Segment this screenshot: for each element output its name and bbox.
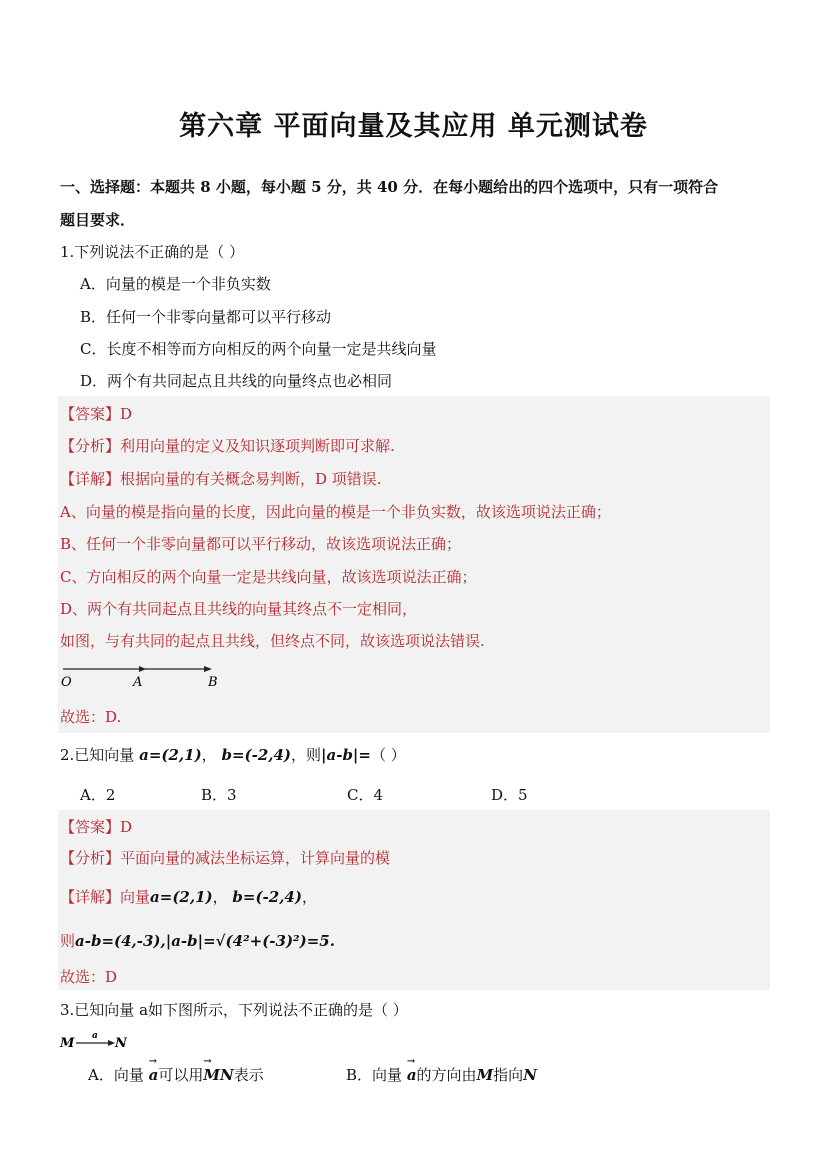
q3-option-b <box>346 1064 537 1085</box>
q3-option-b-mid: 的方向由 <box>416 1066 477 1084</box>
q3-option-b-prefix: B．向量 <box>346 1066 403 1084</box>
q3-figure-mn <box>58 1028 138 1054</box>
q3-option-a-prefix: A．向量 <box>88 1066 144 1084</box>
label-b: B <box>208 675 218 690</box>
label-n: N <box>115 1036 127 1051</box>
page-title: 第六章 平面向量及其应用 单元测试卷 <box>179 111 648 142</box>
arrow-b <box>204 666 212 672</box>
q1-detail-line-c: C、方向相反的两个向量一定是共线向量，故该选项说法正确； <box>60 568 477 586</box>
q2-option-a: A．2 <box>80 786 116 804</box>
q2-option-b: B．3 <box>201 786 237 804</box>
q2-stem-prefix: 2.已知向量 <box>60 746 135 764</box>
q3-option-b-mid2: 指向 <box>493 1066 524 1084</box>
q2-abs-expr: |a-b|= <box>321 746 371 764</box>
q1-detail <box>60 468 382 489</box>
calc-expression: a-b=(4,-3),|a-b|=√(4²+(-3)²)=5. <box>75 932 335 950</box>
q1-stem: 1.下列说法不正确的是（ ） <box>60 243 245 261</box>
detail-text: 根据向量的有关概念易判断，D 项错误. <box>120 470 382 488</box>
q2-analysis <box>60 847 390 868</box>
detail-prefix: 向量 <box>120 888 151 906</box>
q2-vector-b: b=(-2,4) <box>221 746 292 764</box>
q1-option-c: C．长度不相等而方向相反的两个向量一定是共线向量 <box>80 340 437 358</box>
q3-option-a <box>88 1064 264 1085</box>
q1-analysis <box>60 435 395 456</box>
q1-answer <box>60 403 132 424</box>
answer-value: D <box>120 818 133 836</box>
q3-option-a-mn: → MN <box>203 1066 233 1084</box>
q1-detail-line-d: D、两个有共同起点且共线的向量其终点不一定相同， <box>60 600 418 618</box>
q1-option-b: B．任何一个非零向量都可以平行移动 <box>80 308 332 326</box>
q2-stem-mid: ，则 <box>291 746 322 764</box>
q2-calc <box>60 930 335 951</box>
q2-answer <box>60 816 132 837</box>
q3-stem: 3.已知向量 a如下图所示，下列说法不正确的是（ ） <box>60 1001 408 1019</box>
analysis-text: 利用向量的定义及知识逐项判断即可求解. <box>120 437 395 455</box>
section-heading: 一、选择题：本题共 8 小题，每小题 5 分，共 40 分．在每小题给出的四个选项中，只有一项符合 <box>60 178 719 196</box>
q1-choose: 故选：D. <box>60 708 122 726</box>
detail-vector-b: b=(-2,4) <box>232 888 302 906</box>
q1-figure-oab <box>58 660 228 692</box>
answer-tag: 【答案】 <box>60 818 121 836</box>
label-vector-a: a <box>92 1031 98 1041</box>
q3-option-a-mid: 可以用 <box>158 1066 204 1084</box>
q3-option-a-vector: → a <box>149 1066 159 1084</box>
q3-option-a-end: 表示 <box>233 1066 264 1084</box>
answer-value: D <box>120 405 133 423</box>
q2-option-c: C．4 <box>347 786 384 804</box>
detail-vector-a: a=(2,1) <box>150 888 213 906</box>
calc-prefix: 则 <box>60 932 76 950</box>
label-o: O <box>61 675 72 690</box>
q2-detail: 【详解】向量a=(2,1)， b=(-2,4)， <box>60 888 317 906</box>
label-m: M <box>60 1036 75 1051</box>
answer-tag: 【答案】 <box>60 405 121 423</box>
q3-option-b-m: M <box>476 1066 494 1084</box>
q1-detail-line-b: B、任何一个非零向量都可以平行移动，故该选项说法正确； <box>60 535 462 553</box>
q3-option-b-n: N <box>523 1066 537 1084</box>
q3-option-b-vector: → a <box>407 1066 417 1084</box>
detail-tag: 【详解】 <box>60 470 121 488</box>
q2-choose: 故选：D <box>60 968 118 986</box>
section-heading-cont: 题目要求． <box>60 211 136 229</box>
arrow-a <box>139 666 146 672</box>
analysis-tag: 【分析】 <box>60 849 121 867</box>
label-a: A <box>133 675 143 690</box>
q1-option-d: D．两个有共同起点且共线的向量终点也必相同 <box>80 372 393 390</box>
mn-arrow <box>108 1040 115 1046</box>
detail-tag: 【详解】 <box>60 888 121 906</box>
q2-stem: 2.已知向量 a=(2,1)， b=(-2,4)，则|a-b|=（ ） <box>60 746 406 764</box>
analysis-tag: 【分析】 <box>60 437 121 455</box>
q2-option-d: D．5 <box>491 786 528 804</box>
analysis-text: 平面向量的减法坐标运算，计算向量的模 <box>120 849 391 867</box>
q1-option-a: A．向量的模是一个非负实数 <box>80 275 271 293</box>
q2-vector-a: a=(2,1) <box>139 746 202 764</box>
q1-detail-line-e: 如图，与有共同的起点且共线，但终点不同，故该选项说法错误. <box>60 632 485 650</box>
q1-detail-line-a: A、向量的模是指向量的长度，因此向量的模是一个非负实数，故该选项说法正确； <box>60 503 611 521</box>
q2-stem-end: （ ） <box>370 746 406 764</box>
